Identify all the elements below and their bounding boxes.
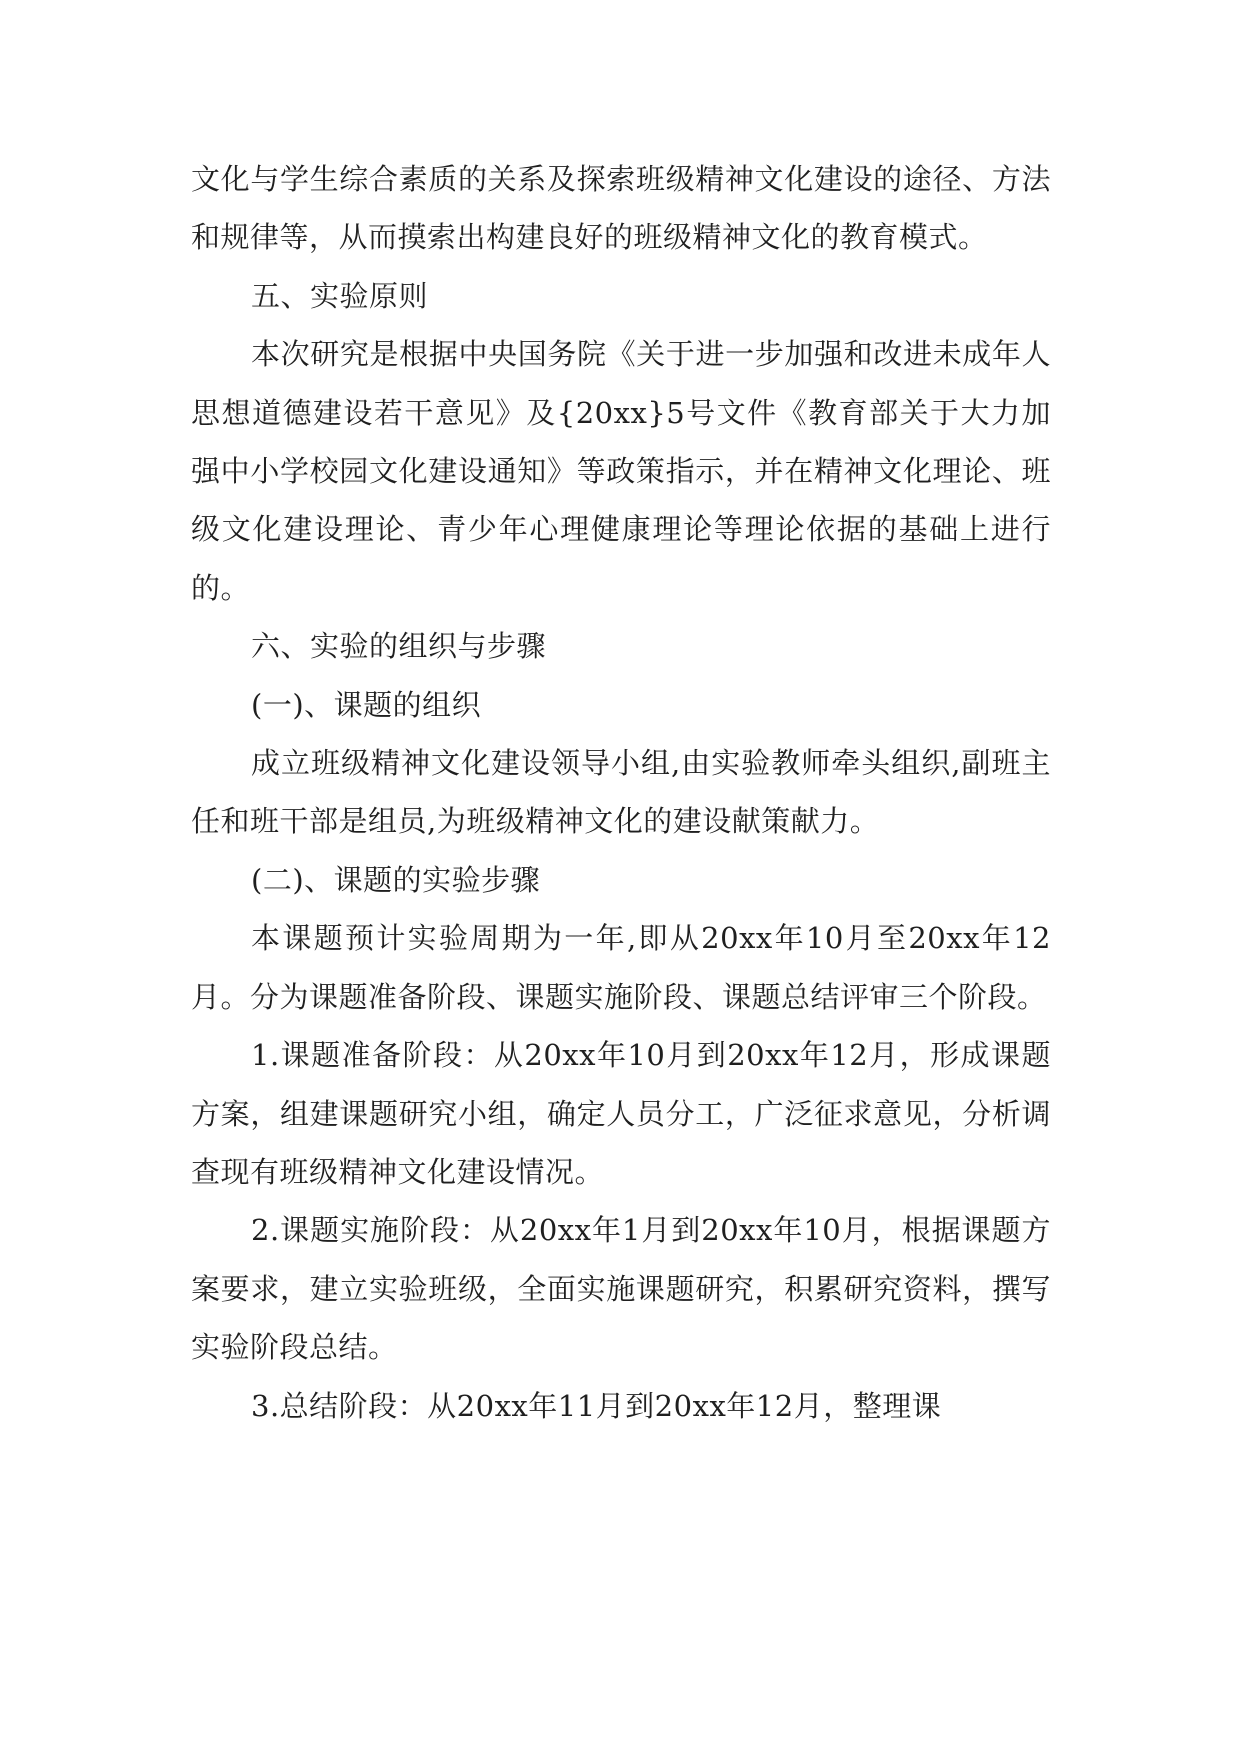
paragraph-experiment-period: 本课题预计实验周期为一年,即从20xx年10月至20xx年12月。分为课题准备阶段、课题实施阶段、课题总结评审三个阶段。 — [191, 921, 1051, 1014]
section-heading-principles: 五、实验原则 — [251, 278, 429, 313]
subheading-experiment-steps: (二)、课题的实验步骤 — [251, 862, 541, 897]
paragraph-organization: 成立班级精神文化建设领导小组,由实验教师牵头组织,副班主任和班干部是组员,为班级精神文化的建设献策献力。 — [191, 746, 1051, 839]
paragraph-intro-continuation: 文化与学生综合素质的关系及探索班级精神文化建设的途径、方法和规律等，从而摸索出构建良好的班级精神文化的教育模式。 — [191, 162, 1051, 255]
paragraph-preparation-stage: 1.课题准备阶段：从20xx年10月到20xx年12月，形成课题方案，组建课题研究小组，确定人员分工，广泛征求意见，分析调查现有班级精神文化建设情况。 — [191, 1038, 1051, 1189]
document-body — [191, 150, 1051, 1435]
subheading-organization: (一)、课题的组织 — [251, 687, 482, 722]
paragraph-implementation-stage: 2.课题实施阶段：从20xx年1月到20xx年10月，根据课题方案要求，建立实验班级，全面实施课题研究，积累研究资料，撰写实验阶段总结。 — [191, 1213, 1051, 1365]
paragraph-summary-stage: 3.总结阶段：从20xx年11月到20xx年12月，整理课 — [251, 1388, 942, 1423]
paragraph-principles: 本次研究是根据中央国务院《关于进一步加强和改进未成年人思想道德建设若干意见》及{20xx}5号文件《教育部关于大力加强中小学校园文化建设通知》等政策指示，并在精神文化理论、班级文化建设理论、青少年心理健康理论等理论依据的基础上进行的。 — [191, 337, 1051, 605]
section-heading-organization-steps: 六、实验的组织与步骤 — [251, 629, 547, 664]
